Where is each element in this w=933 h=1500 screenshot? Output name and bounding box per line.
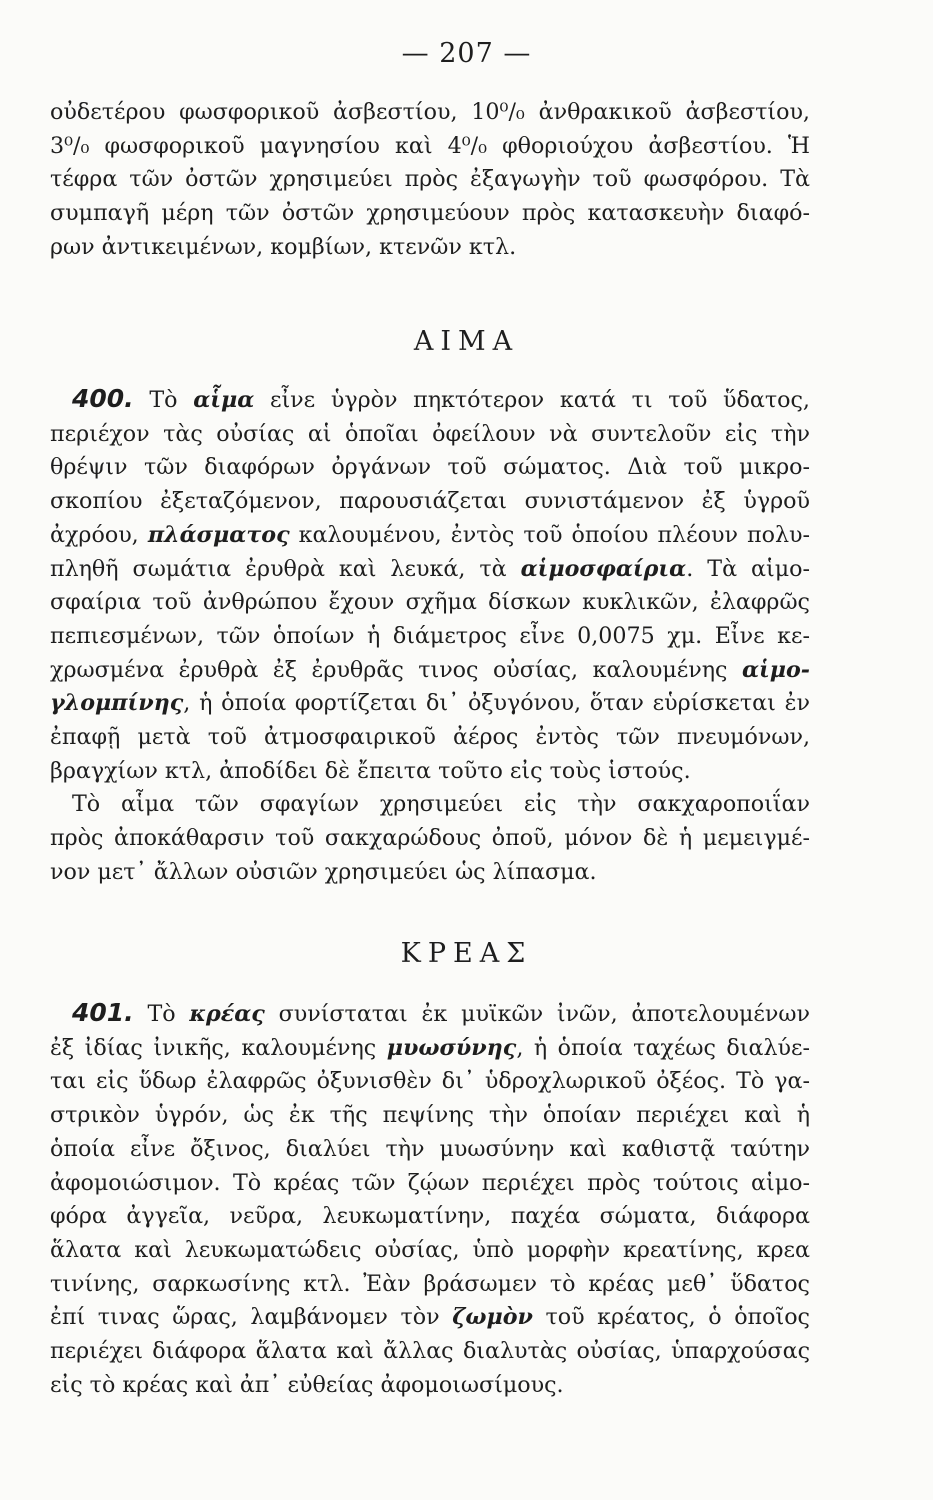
key-term: κρέας [189, 1001, 265, 1027]
text-line: 3⁰/₀ φωσφορικοῦ μαγνησίου καὶ 4⁰/₀ φθοριούχου ἀσβεστίου. Ἡ [50, 132, 810, 159]
text-line: εἰς τὸ κρέας καὶ ἀπ᾽ εὐθείας ἀφομοιωσίμους. [50, 1371, 564, 1398]
key-term: γλομπίνης [50, 690, 184, 717]
text-line: περιέχον τὰς οὐσίας αἱ ὁποῖαι ὀφείλουν νὰ συντελοῦν εἰς τὴν [50, 420, 810, 447]
text-line: Τὸ αἷμα τῶν σφαγίων χρησιμεύει εἰς τὴν σακχαροποιΐαν [72, 791, 810, 818]
text-line: ται εἰς ὕδωρ ἐλαφρῶς ὀξυνισθὲν δι᾽ ὑδροχλωρικοῦ ὀξέος. Τὸ γα- [50, 1068, 810, 1095]
text-line: ρων ἀντικειμένων, κομβίων, κτενῶν κτλ. [50, 233, 517, 260]
section-401-paragraph [50, 996, 810, 1402]
page-number: — 207 — [401, 38, 532, 69]
text-line: ἐπαφῇ μετὰ τοῦ ἀτμοσφαιρικοῦ ἀέρος ἐντὸς τῶν πνευμόνων, [50, 724, 810, 751]
section-number: 401. [72, 998, 134, 1027]
text-line: ἐξ ἰδίας ἰνικῆς, καλουμένης μυωσύνης, ἡ ὁποία ταχέως διαλύε- [50, 1034, 810, 1061]
text-line: χρωσμένα ἐρυθρὰ ἐξ ἐρυθρᾶς τινος οὐσίας, καλουμένης αἱμο- [50, 656, 810, 683]
text-line: πεπιεσμένων, τῶν ὁποίων ἡ διάμετρος εἶνε 0,0075 χμ. Εἶνε κε- [50, 622, 810, 649]
text-line: θρέψιν τῶν διαφόρων ὀργάνων τοῦ σώματος. Διὰ τοῦ μικρο- [50, 454, 810, 481]
text-line: γλομπίνης, ἡ ὁποία φορτίζεται δι᾽ ὀξυγόνου, ὅταν εὑρίσκεται ἐν [50, 690, 810, 717]
text-line: ἐπί τινας ὥρας, λαμβάνομεν τὸν ζωμὸν τοῦ κρέατος, ὁ ὁποῖος [50, 1304, 810, 1331]
text-line: πληθῆ σωμάτια ἐρυθρὰ καὶ λευκά, τὰ αἱμοσφαίρια. Τὰ αἱμο- [50, 555, 810, 582]
text-line: φόρα ἀγγεῖα, νεῦρα, λευκωματίνην, παχέα σώματα, διάφορα [50, 1203, 810, 1230]
key-term: αἱμοσφαίρια [520, 555, 687, 582]
text-line: σφαίρια τοῦ ἀνθρώπου ἔχουν σχῆμα δίσκων κυκλικῶν, ἐλαφρῶς [50, 589, 810, 616]
text-line: πρὸς ἀποκάθαρσιν τοῦ σακχαρώδους ὀποῦ, μόνον δὲ ἡ μεμειγμέ- [50, 825, 810, 852]
section-400-paragraph [50, 382, 810, 890]
section-number: 400. [72, 384, 134, 413]
section-heading-kreas: ΚΡΕΑΣ [400, 938, 533, 969]
key-term: πλάσματος [147, 521, 290, 548]
text-line: 400. Τὸ αἷμα εἶνε ὑγρὸν πηκτότερον κατά τι τοῦ ὕδατος, [72, 384, 810, 413]
key-term: αἷμα [193, 387, 255, 413]
text-line: τινίνης, σαρκωσίνης κτλ. Ἐὰν βράσωμεν τὸ κρέας μεθ᾽ ὕδατος [50, 1270, 810, 1297]
intro-paragraph [50, 96, 810, 265]
section-heading-aima: ΑΙΜΑ [413, 326, 520, 357]
text-line: ἅλατα καὶ λευκωματώδεις οὐσίας, ὑπὸ μορφὴν κρεατίνης, κρεα [50, 1236, 810, 1263]
text-line: βραγχίων κτλ, ἀποδίδει δὲ ἔπειτα τοῦτο εἰς τοὺς ἱστούς. [50, 757, 691, 784]
text-line: σκοπίου ἐξεταζόμενον, παρουσιάζεται συνιστάμενον ἐξ ὑγροῦ [50, 488, 810, 515]
key-term: μυωσύνης [386, 1034, 517, 1061]
key-term: ζωμὸν [452, 1304, 533, 1331]
text-line: ἀφομοιώσιμον. Τὸ κρέας τῶν ζῴων περιέχει πρὸς τούτοις αἱμο- [50, 1169, 810, 1196]
text-line: τέφρα τῶν ὀστῶν χρησιμεύει πρὸς ἐξαγωγὴν τοῦ φωσφόρου. Τὰ [50, 166, 810, 193]
text-line: 401. Τὸ κρέας συνίσταται ἐκ μυϊκῶν ἰνῶν, ἀποτελουμένων [72, 998, 810, 1027]
text-line: οὐδετέρου φωσφορικοῦ ἀσβεστίου, 10⁰/₀ ἀνθρακικοῦ ἀσβεστίου, [50, 99, 810, 125]
text-line: ὁποία εἶνε ὄξινος, διαλύει τὴν μυωσύνην καὶ καθιστᾷ ταύτην [50, 1135, 810, 1162]
text-line: συμπαγῆ μέρη τῶν ὀστῶν χρησιμεύουν πρὸς κατασκευὴν διαφό- [50, 200, 810, 227]
key-term: αἱμο- [741, 656, 810, 683]
text-line: νον μετ᾽ ἄλλων οὐσιῶν χρησιμεύει ὡς λίπασμα. [50, 858, 597, 885]
text-line: περιέχει διάφορα ἅλατα καὶ ἄλλας διαλυτὰς οὐσίας, ὑπαρχούσας [50, 1338, 810, 1365]
text-line: ἀχρόου, πλάσματος καλουμένου, ἐντὸς τοῦ ὁποίου πλέουν πολυ- [50, 521, 810, 548]
text-line: στρικὸν ὑγρόν, ὡς ἐκ τῆς πεψίνης τὴν ὁποίαν περιέχει καὶ ἡ [50, 1102, 810, 1129]
